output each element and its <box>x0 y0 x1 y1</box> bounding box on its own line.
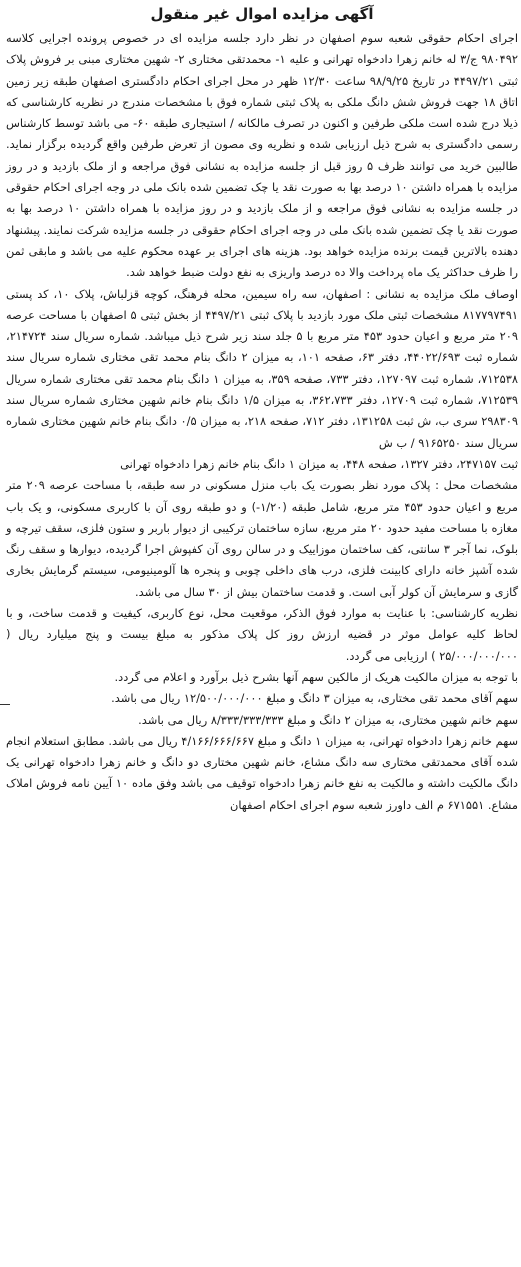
auction-notice <box>6 0 518 1262</box>
ownership-intro-paragraph: با توجه به میزان مالکیت هریک از مالکین سهم آنها بشرح ذیل برآورد و اعلام می گردد. <box>114 669 518 684</box>
share-mohammad-taghi: سهم آقای محمد تقی مختاری، به میزان ۳ دانگ و مبلغ ۱۲/۵۰۰/۰۰۰/۰۰۰ ریال می باشد. <box>111 691 518 706</box>
share-zahra-closing: سهم خانم زهرا دادخواه تهرانی، به میزان ۱ دانگ و مبلغ ۴/۱۶۶/۶۶۶/۶۶۷ ریال می باشد. مطابق استعلام انجام شده آقای محمدتقی مختاری سه دانگ مشاع، خانم شهین مختاری دو دانگ و خانم زهرا دادخواه تهرانی یک دانگ مالکیت داشته و مالکیت به نفع خانم زهرا دادخواه توقیف می باشد وفق ماده ۱۰ آیین نامه فروش املاک مشاع. ۶۷۱۵۵۱ م الف داورز شعبه سوم اجرای احکام اصفهان <box>6 733 519 812</box>
intro-paragraph: اجرای احکام حقوقی شعبه سوم اصفهان در نظر دارد جلسه مزایده ای در خصوص پرونده اجرایی کلاسه ۹۸۰۴۹۲ ج/۳ له خانم زهرا دادخواه تهرانی و علیه ۱- محمدتقی مختاری ۲- شهین مختاری مبنی بر فروش پلاک ثبتی ۴۴۹۷/۲۱ در تاریخ ۹۸/۹/۲۵ ساعت ۱۲/۳۰ ظهر در محل اجرای احکام دادگستری اصفهان طبقه زیر زمین اتاق ۱۸ جهت فروش شش دانگ ملکی به پلاک ثبتی شماره فوق با مشخصات مندرج در نظریه کارشناسی که ذیلا درج شده است ملکی طرفین و اکنون در تصرف مالکانه / استیجاری طبقه ۶۰- می باشد توسط کارشناس رسمی دادگستری به شرح ذیل ارزیابی شده و نظریه وی مصون از تعرض طرفین واقع گردیده برگزار نماید. طالبین خرید می توانند ظرف ۵ روز قبل از جلسه مزایده به نشانی فوق مراجعه و از ملک بازدید و در روز مزایده با همراه داشتن ۱۰ درصد بها به صورت نقد یا چک تضمین شده بانک ملی در وجه اجرای احکام حقوقی در جلسه مزایده به نشانی فوق مراجعه و از ملک بازدید و در روز مزایده با همراه داشتن ۱۰ درصد بها به صورت نقد یا چک تضمین شده بانک ملی در وجه اجرای احکام حقوقی در جلسه مزایده شرکت نمایند. پیشنهاد دهنده بالاترین قیمت برنده مزایده خواهد بود. هزینه های اجرای بر عهده محکوم علیه می باشد و مابقی ثمن را ظرف حداکثر یک ماه پرداخت والا ده درصد واریزی به نفع دولت ضبط خواهد شد. <box>6 31 519 280</box>
registration-line: ثبت ۲۴۷۱۵۷، دفتر ۱۳۲۷، صفحه ۴۴۸، به میزان ۱ دانگ بنام خانم زهرا دادخواه تهرانی <box>120 456 518 471</box>
notice-title: آگهی مزایده اموال غیر منقول <box>150 5 374 23</box>
expert-opinion-paragraph: نظریه کارشناسی: با عنایت به موارد فوق الذکر، موقعیت محل، نوع کاربری، کیفیت و قدمت ساخت، و با لحاظ کلیه عوامل موثر در قضیه ارزش روز کل پلاک مذکور به مبلغ بیست و پنج میلیارد ریال ( ۲۵/۰۰۰/۰۰۰/۰۰۰ ) ارزیابی می گردد. <box>6 606 518 663</box>
margin-mark <box>0 704 10 705</box>
site-specs-paragraph: مشخصات محل : پلاک مورد نظر بصورت یک باب منزل مسکونی در سه طبقه، با مساحت عرصه ۲۰۹ متر مربع و اعیان حدود ۴۵۳ متر مربع، شامل طبقه (۱/۲۰-) و دو طبقه روی آن با کاربری مسکونی، و یک باب مغازه با مساحت مفید حدود ۲۰ متر مربع، سازه ساختمان ترکیبی از دیوار باربر و ستون فلزی، سقف تیرچه و بلوک، نما آجر ۳ سانتی، کف ساختمان موزاییک و در سالن روی آن کفپوش اجرا گردیده، دیوارها و سقف رنگ شده آشپز خانه دارای کابینت فلزی، درب های داخلی چوبی و پنجره ها آلومینیومی، سیستم گرمایش بخاری گازی و سرمایش آن کولر آبی است. و قدمت ساختمان بیش از ۳۰ سال می باشد. <box>6 478 519 599</box>
share-shahin: سهم خانم شهین مختاری، به میزان ۲ دانگ و مبلغ ۸/۳۳۳/۳۳۳/۳۳۳ ریال می باشد. <box>138 712 518 727</box>
property-description-paragraph: اوصاف ملک مزایده به نشانی : اصفهان، سه راه سیمین، محله فرهنگ، کوچه قزلباش، پلاک ۱۰، کد پستی ۸۱۷۷۹۷۴۹۱ مشخصات ثبتی ملک مورد بازدید با پلاک ثبتی ۴۴۹۷/۲۱ از بخش ثبتی ۵ اصفهان با مساحت عرصه ۲۰۹ متر مربع و اعیان حدود ۴۵۳ متر مربع با ۵ جلد سند زیر شرح ذیل میباشد. شماره سریال سند ۲۱۴۷۲۴، شماره ثبت ۴۴۰۲۲/۶۹۳، دفتر ۶۳، صفحه ۱۰۱، به میزان ۲ دانگ بنام محمد تقی مختاری شماره سریال سند ۷۱۲۵۳۸، شماره ثبت ۱۲۷۰۹۷، دفتر ۷۳۳، صفحه ۳۵۹، به میزان ۱ دانگ بنام محمد تقی مختاری شماره سریال ۷۱۲۵۳۹، شماره ثبت ۱۲۷۰۹، دفتر ۳۶۲،۷۳۳، به میزان ۱/۵ دانگ بنام خانم شهین مختاری شماره سریال سند ۲۹۸۳۰۹ سری ب، ش ثبت ۱۳۱۲۵۸، دفتر ۷۱۲، صفحه ۲۱۸، به میزان ۰/۵ دانگ بنام خانم شهین مختاری شماره سریال سند ۹۱۶۵۲۵۰ / ب ش <box>6 286 519 450</box>
